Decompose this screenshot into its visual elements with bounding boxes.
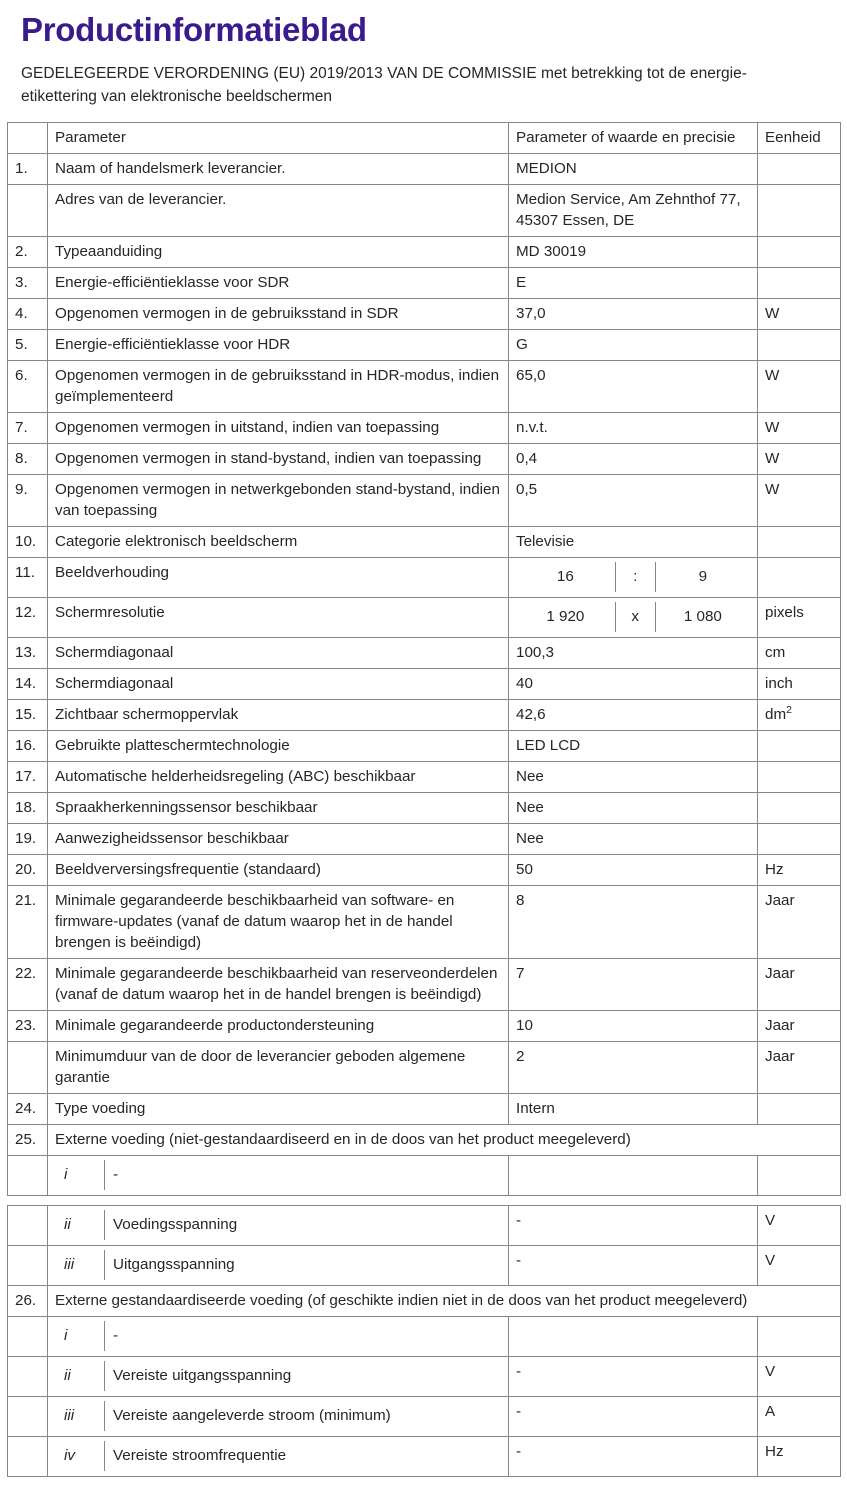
row-number: 25. bbox=[8, 1125, 48, 1156]
row-unit: Hz bbox=[758, 855, 841, 886]
row-number: 21. bbox=[8, 886, 48, 959]
row-number: 8. bbox=[8, 444, 48, 475]
section-title: Externe voeding (niet-gestandaardiseerd en in de doos van het product meegeleverd) bbox=[48, 1125, 841, 1156]
table-row bbox=[8, 475, 841, 527]
row-value: Intern bbox=[509, 1094, 758, 1125]
table-row bbox=[8, 638, 841, 669]
row-number bbox=[8, 185, 48, 237]
page-title: Productinformatieblad bbox=[21, 11, 367, 48]
row-value: 0,4 bbox=[509, 444, 758, 475]
row-number: 12. bbox=[8, 598, 48, 638]
sub-row-value: - bbox=[509, 1437, 758, 1477]
row-parameter-label: Beeldverhouding bbox=[48, 558, 509, 598]
table-row bbox=[8, 527, 841, 558]
row-unit bbox=[758, 185, 841, 237]
row-number: 2. bbox=[8, 237, 48, 268]
row-unit bbox=[758, 793, 841, 824]
section-header-row bbox=[8, 1286, 841, 1317]
row-value: 37,0 bbox=[509, 299, 758, 330]
row-unit: W bbox=[758, 361, 841, 413]
sub-row-value: - bbox=[509, 1206, 758, 1246]
sub-row-roman-numeral: ii bbox=[55, 1210, 105, 1240]
table-row bbox=[8, 558, 841, 598]
sub-row-unit bbox=[758, 1156, 841, 1196]
row-number: 13. bbox=[8, 638, 48, 669]
table-row bbox=[8, 1011, 841, 1042]
table-row bbox=[8, 886, 841, 959]
row-value: 10 bbox=[509, 1011, 758, 1042]
row-parameter-label: Schermresolutie bbox=[48, 598, 509, 638]
sub-row-roman-numeral: i bbox=[55, 1160, 105, 1190]
row-number: 24. bbox=[8, 1094, 48, 1125]
row-number: 11. bbox=[8, 558, 48, 598]
sub-row-unit: V bbox=[758, 1206, 841, 1246]
sub-row-label-cell bbox=[48, 1357, 509, 1397]
row-number: 6. bbox=[8, 361, 48, 413]
sub-row-label: Voedingsspanning bbox=[113, 1216, 238, 1233]
row-unit: W bbox=[758, 413, 841, 444]
row-number: 9. bbox=[8, 475, 48, 527]
row-unit: cm bbox=[758, 638, 841, 669]
header-number-column bbox=[8, 123, 48, 154]
row-number: 20. bbox=[8, 855, 48, 886]
table-row bbox=[8, 330, 841, 361]
sub-row bbox=[8, 1317, 841, 1357]
row-unit: Jaar bbox=[758, 959, 841, 1011]
row-value: 42,6 bbox=[509, 700, 758, 731]
row-value-part: 9 bbox=[698, 568, 708, 585]
sub-row-spacer bbox=[8, 1246, 48, 1286]
sub-row-unit: V bbox=[758, 1246, 841, 1286]
sub-row bbox=[8, 1437, 841, 1477]
table-row bbox=[8, 824, 841, 855]
row-parameter-label: Zichtbaar schermoppervlak bbox=[48, 700, 509, 731]
row-unit: Jaar bbox=[758, 1011, 841, 1042]
sub-row-label-cell bbox=[48, 1156, 509, 1196]
row-unit: W bbox=[758, 299, 841, 330]
row-number: 19. bbox=[8, 824, 48, 855]
row-parameter-label: Schermdiagonaal bbox=[48, 638, 509, 669]
row-value: 8 bbox=[509, 886, 758, 959]
sub-row-label-cell bbox=[48, 1437, 509, 1477]
row-value-part: : bbox=[615, 562, 655, 592]
row-parameter-label: Schermdiagonaal bbox=[48, 669, 509, 700]
sub-row-unit: Hz bbox=[758, 1437, 841, 1477]
header-unit: Eenheid bbox=[758, 123, 841, 154]
row-unit bbox=[758, 1094, 841, 1125]
row-unit bbox=[758, 731, 841, 762]
sub-row bbox=[8, 1357, 841, 1397]
row-parameter-label: Minimumduur van de door de leverancier geboden algemene garantie bbox=[48, 1042, 509, 1094]
table-row bbox=[8, 185, 841, 237]
row-parameter-label: Beeldverversingsfrequentie (standaard) bbox=[48, 855, 509, 886]
row-value: 40 bbox=[509, 669, 758, 700]
sub-row-label: Vereiste stroomfrequentie bbox=[113, 1447, 287, 1464]
header-parameter: Parameter bbox=[48, 123, 509, 154]
sub-row-roman-numeral: iv bbox=[55, 1441, 105, 1471]
row-value: Nee bbox=[509, 793, 758, 824]
row-number: 18. bbox=[8, 793, 48, 824]
row-value: 7 bbox=[509, 959, 758, 1011]
row-value-part: 16 bbox=[516, 562, 615, 592]
row-number: 16. bbox=[8, 731, 48, 762]
section-header-row bbox=[8, 1125, 841, 1156]
row-number: 3. bbox=[8, 268, 48, 299]
table-row bbox=[8, 700, 841, 731]
row-unit: W bbox=[758, 444, 841, 475]
row-unit bbox=[758, 154, 841, 185]
sub-row-roman-numeral: iii bbox=[55, 1250, 105, 1280]
row-parameter-label: Spraakherkenningssensor beschikbaar bbox=[48, 793, 509, 824]
row-number: 23. bbox=[8, 1011, 48, 1042]
row-parameter-label: Typeaanduiding bbox=[48, 237, 509, 268]
sub-row-value: - bbox=[509, 1397, 758, 1437]
row-value: LED LCD bbox=[509, 731, 758, 762]
row-value-part: 1 920 bbox=[516, 602, 615, 632]
table-row bbox=[8, 855, 841, 886]
row-value: 2 bbox=[509, 1042, 758, 1094]
sub-row-label: Uitgangsspanning bbox=[113, 1256, 235, 1273]
row-unit bbox=[758, 237, 841, 268]
sub-row-label-cell bbox=[48, 1206, 509, 1246]
row-parameter-label: Aanwezigheidssensor beschikbaar bbox=[48, 824, 509, 855]
sub-row-spacer bbox=[8, 1317, 48, 1357]
table-row bbox=[8, 154, 841, 185]
sub-row-roman-numeral: iii bbox=[55, 1401, 105, 1431]
sub-row-spacer bbox=[8, 1397, 48, 1437]
product-specification-table bbox=[7, 122, 841, 1477]
row-unit bbox=[758, 824, 841, 855]
row-value: MEDION bbox=[509, 154, 758, 185]
row-number bbox=[8, 1042, 48, 1094]
row-parameter-label: Adres van de leverancier. bbox=[48, 185, 509, 237]
table-row bbox=[8, 268, 841, 299]
table-row bbox=[8, 731, 841, 762]
row-number: 10. bbox=[8, 527, 48, 558]
sub-row-label: - bbox=[113, 1327, 119, 1344]
sub-row-roman-numeral: i bbox=[55, 1321, 105, 1351]
sub-row-spacer bbox=[8, 1437, 48, 1477]
row-number: 1. bbox=[8, 154, 48, 185]
sub-row-label: - bbox=[113, 1166, 119, 1183]
table-row bbox=[8, 1042, 841, 1094]
row-value: Televisie bbox=[509, 527, 758, 558]
header-value: Parameter of waarde en precisie bbox=[509, 123, 758, 154]
regulation-intro-text: GEDELEGEERDE VERORDENING (EU) 2019/2013 VAN DE COMMISSIE met betrekking tot de energie-etikettering van elektronische beeldschermen bbox=[21, 65, 747, 105]
table-row bbox=[8, 444, 841, 475]
sub-row-label: Vereiste aangeleverde stroom (minimum) bbox=[113, 1407, 391, 1424]
row-unit: W bbox=[758, 475, 841, 527]
sub-row-roman-numeral: ii bbox=[55, 1361, 105, 1391]
table-body bbox=[8, 154, 841, 1477]
sub-row bbox=[8, 1397, 841, 1437]
table-row bbox=[8, 299, 841, 330]
row-value: E bbox=[509, 268, 758, 299]
row-value-part: 1 080 bbox=[683, 608, 722, 625]
row-value: 65,0 bbox=[509, 361, 758, 413]
row-number: 5. bbox=[8, 330, 48, 361]
row-unit: pixels bbox=[758, 598, 841, 638]
row-value-part: x bbox=[615, 602, 655, 632]
row-parameter-label: Type voeding bbox=[48, 1094, 509, 1125]
table-row bbox=[8, 793, 841, 824]
row-parameter-label: Opgenomen vermogen in de gebruiksstand in HDR-modus, indien geïmplementeerd bbox=[48, 361, 509, 413]
table-header-row bbox=[8, 123, 841, 154]
sub-row-label-cell bbox=[48, 1317, 509, 1357]
row-parameter-label: Opgenomen vermogen in netwerkgebonden stand-bystand, indien van toepassing bbox=[48, 475, 509, 527]
row-parameter-label: Opgenomen vermogen in uitstand, indien van toepassing bbox=[48, 413, 509, 444]
row-number: 14. bbox=[8, 669, 48, 700]
sub-row-spacer bbox=[8, 1357, 48, 1397]
row-parameter-label: Energie-efficiëntieklasse voor HDR bbox=[48, 330, 509, 361]
row-unit: $dm^2$ bbox=[758, 700, 841, 731]
row-number: 15. bbox=[8, 700, 48, 731]
row-value: Medion Service, Am Zehnthof 77, 45307 Essen, DE bbox=[509, 185, 758, 237]
sub-row-label: Vereiste uitgangsspanning bbox=[113, 1367, 292, 1384]
row-value: 100,3 bbox=[509, 638, 758, 669]
table-row bbox=[8, 669, 841, 700]
row-number: 22. bbox=[8, 959, 48, 1011]
row-parameter-label: Minimale gegarandeerde productondersteuning bbox=[48, 1011, 509, 1042]
sub-row-value bbox=[509, 1317, 758, 1357]
sub-row-unit: V bbox=[758, 1357, 841, 1397]
row-parameter-label: Gebruikte platteschermtechnologie bbox=[48, 731, 509, 762]
sub-row-label-cell bbox=[48, 1246, 509, 1286]
table-row bbox=[8, 361, 841, 413]
row-number: 17. bbox=[8, 762, 48, 793]
section-title: Externe gestandaardiseerde voeding (of geschikte indien niet in de doos van het product meegeleverd) bbox=[48, 1286, 841, 1317]
table-row bbox=[8, 762, 841, 793]
sub-row bbox=[8, 1246, 841, 1286]
row-unit: Jaar bbox=[758, 886, 841, 959]
row-parameter-label: Naam of handelsmerk leverancier. bbox=[48, 154, 509, 185]
sub-row-value: - bbox=[509, 1357, 758, 1397]
row-unit bbox=[758, 330, 841, 361]
row-value: MD 30019 bbox=[509, 237, 758, 268]
row-value-split bbox=[509, 598, 758, 638]
row-value: n.v.t. bbox=[509, 413, 758, 444]
row-value: Nee bbox=[509, 762, 758, 793]
product-information-sheet-page bbox=[0, 10, 847, 1510]
sub-row bbox=[8, 1156, 841, 1196]
page-break-gap-cell bbox=[8, 1196, 841, 1206]
table-row bbox=[8, 237, 841, 268]
row-number: 7. bbox=[8, 413, 48, 444]
row-unit: Jaar bbox=[758, 1042, 841, 1094]
sub-row-unit: A bbox=[758, 1397, 841, 1437]
row-unit bbox=[758, 268, 841, 299]
row-parameter-label: Energie-efficiëntieklasse voor SDR bbox=[48, 268, 509, 299]
row-parameter-label: Categorie elektronisch beeldscherm bbox=[48, 527, 509, 558]
sub-row bbox=[8, 1206, 841, 1246]
row-unit bbox=[758, 558, 841, 598]
row-unit: inch bbox=[758, 669, 841, 700]
row-parameter-label: Opgenomen vermogen in stand-bystand, indien van toepassing bbox=[48, 444, 509, 475]
sub-row-value: - bbox=[509, 1246, 758, 1286]
row-value: G bbox=[509, 330, 758, 361]
table-header bbox=[8, 123, 841, 154]
row-parameter-label: Automatische helderheidsregeling (ABC) beschikbaar bbox=[48, 762, 509, 793]
table-row bbox=[8, 598, 841, 638]
sub-row-unit bbox=[758, 1317, 841, 1357]
row-unit bbox=[758, 527, 841, 558]
page-break-gap bbox=[8, 1196, 841, 1206]
row-value: 50 bbox=[509, 855, 758, 886]
sub-row-spacer bbox=[8, 1206, 48, 1246]
row-value: Nee bbox=[509, 824, 758, 855]
row-parameter-label: Minimale gegarandeerde beschikbaarheid van reserveonderdelen (vanaf de datum waarop het in de handel brengen is beëindigd) bbox=[48, 959, 509, 1011]
table-row bbox=[8, 413, 841, 444]
row-parameter-label: Minimale gegarandeerde beschikbaarheid van software- en firmware-updates (vanaf de datum waarop het in de handel brengen is beëindigd) bbox=[48, 886, 509, 959]
row-parameter-label: Opgenomen vermogen in de gebruiksstand in SDR bbox=[48, 299, 509, 330]
row-value: 0,5 bbox=[509, 475, 758, 527]
sub-row-label-cell bbox=[48, 1397, 509, 1437]
row-number: 4. bbox=[8, 299, 48, 330]
sub-row-value bbox=[509, 1156, 758, 1196]
table-row bbox=[8, 1094, 841, 1125]
sub-row-spacer bbox=[8, 1156, 48, 1196]
row-unit bbox=[758, 762, 841, 793]
table-row bbox=[8, 959, 841, 1011]
row-value-split bbox=[509, 558, 758, 598]
row-number: 26. bbox=[8, 1286, 48, 1317]
